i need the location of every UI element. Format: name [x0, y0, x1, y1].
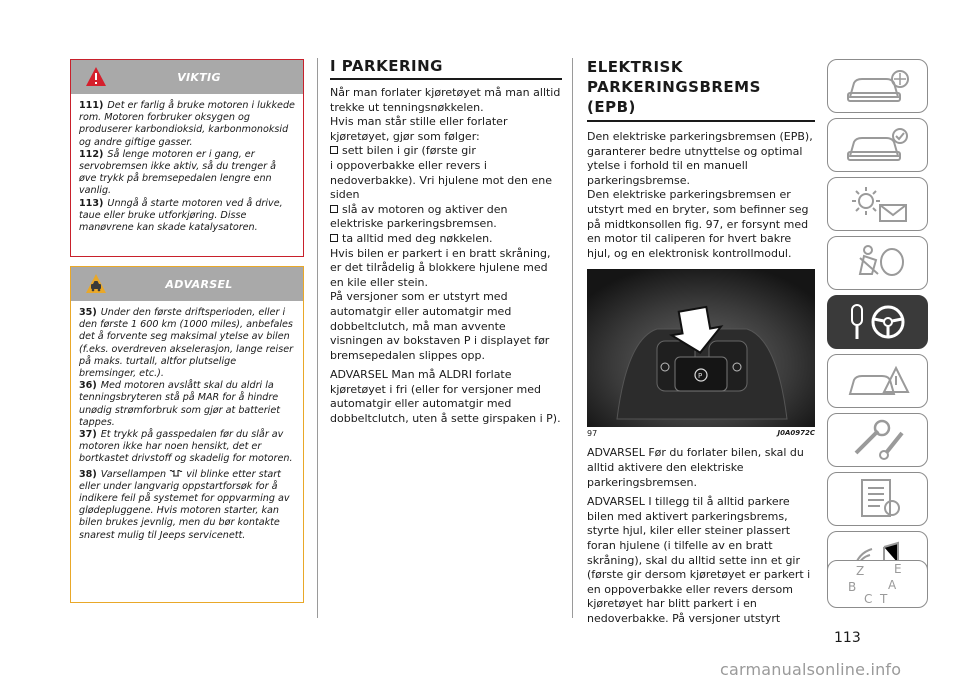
- column-divider: [317, 58, 318, 618]
- airbag-seatbelt-icon: [838, 240, 918, 286]
- parkering-heading: I PARKERING: [330, 57, 562, 80]
- figure-caption: [587, 429, 815, 438]
- index-letter: Z: [855, 564, 864, 578]
- viktig-item: 113) Unngå å starte motoren ved å drive, taue eller bruke utforkjøring. Disse manøvrene kan skade katalysatoren.: [79, 197, 283, 234]
- wrench-icon: [838, 417, 918, 463]
- key-steering-wheel-icon: [838, 299, 918, 345]
- paragraph: i oppoverbakke eller revers i nedoverbakke). Vri hjulene mot den ene siden: [330, 158, 553, 202]
- paragraph: Når man forlater kjøretøyet må man alltid trekke ut tenningsnøkkelen.: [330, 86, 561, 114]
- advarsel-body: [71, 301, 303, 548]
- alphabet-index-icon: [838, 561, 918, 607]
- advarsel-item: 35) Under den første driftsperioden, eller i den første 1 600 km (1000 miles), anbefales det å forvente seg maksimal ytelse av bilen (f.eks. overdreven akselerasjon, lange reiser på maks. turtall, altfor plutselige bremsinger, etc.).: [79, 307, 294, 380]
- sidebar-tab-emergency[interactable]: [827, 354, 928, 408]
- index-letter: C: [863, 592, 872, 606]
- viktig-body: [71, 94, 303, 240]
- advarsel-item: 37) Et trykk på gasspedalen før du slår av motoren ikke har noen hensikt, det er bortkastet drivstoff og skadelig for motoren.: [79, 429, 293, 465]
- advarsel-warning-box: [70, 266, 304, 603]
- paragraph: ADVARSEL I tillegg til å alltid parkere bilen med aktivert parkeringsbrems, styrte hjul, kiler eller steiner plassert foran hjulene (i tilfelle av en bratt skråning), skal du alltid sette inn et gir (første gir dersom kjøretøyet er parkert i en oppoverbakke eller revers dersom kjøretøyet har blitt parkert i en nedoverbakke. På versjoner utstyrt: [587, 495, 811, 625]
- paragraph: Hvis man står stille eller forlater kjøretøyet, gjør som følger:: [330, 115, 508, 143]
- bullet-item: sett bilen i gir (første gir: [330, 144, 562, 159]
- viktig-header: [71, 60, 303, 94]
- warning-triangle-icon: [85, 66, 107, 92]
- figure-number: 97: [587, 429, 598, 439]
- svg-text:P: P: [698, 372, 703, 381]
- square-bullet-icon: [330, 146, 338, 154]
- sidebar-tab-dashboard[interactable]: [827, 59, 928, 113]
- paragraph: Den elektriske parkeringsbremsen er utstyrt med en bryter, som befinner seg på midtkonsollen fig. 97, er forsynt med en motor til caliperen for hvert bakre hjul, og en elektronisk kontrollmodul.: [587, 188, 809, 260]
- paragraph: ADVARSEL Man må ALDRI forlate kjøretøyet i fri (eller for versjoner med automatgir eller automatgir med dobbeltclutch, uten å sette girspaken i P).: [330, 368, 561, 426]
- paragraph: elektriske parkeringsbremsen.: [330, 217, 497, 231]
- epb-section: [587, 57, 815, 626]
- viktig-item: 112) Så lenge motoren er i gang, er servobremsen ikke aktiv, så du trenger å øve trykk på bremsepedalen lengre enn vanlig.: [79, 148, 276, 197]
- paragraph: ADVARSEL Før du forlater bilen, skal du alltid aktivere den elektriske parkeringsbremsen.: [587, 446, 804, 489]
- square-bullet-icon: [330, 205, 338, 213]
- sidebar-tab-technical-data[interactable]: [827, 472, 928, 526]
- epb-heading: ELEKTRISK PARKERINGSBREMS (EPB): [587, 57, 815, 122]
- car-safety-icon: [838, 122, 918, 168]
- sidebar-tab-safety-car[interactable]: [827, 118, 928, 172]
- epb-text-2: [587, 446, 815, 626]
- index-letter: T: [879, 592, 887, 606]
- index-letter: A: [887, 578, 896, 592]
- page-number: 113: [834, 630, 861, 646]
- parkering-section: [330, 57, 562, 427]
- viktig-warning-box: [70, 59, 304, 257]
- glow-plug-icon: [169, 469, 183, 478]
- square-bullet-icon: [330, 234, 338, 242]
- car-warning-icon: [85, 273, 107, 299]
- watermark: carmanualsonline.info: [720, 660, 902, 679]
- paragraph: Den elektriske parkeringsbremsen (EPB), garanterer bedre utnyttelse og optimal ytelse i forhold til en manuell parkeringsbremse.: [587, 130, 813, 187]
- sidebar-tab-index[interactable]: [827, 560, 928, 608]
- figure-code: J0A0972C: [777, 429, 815, 438]
- warning-lights-icon: [838, 181, 918, 227]
- figure-97-photo: [587, 269, 815, 427]
- advarsel-item: 36) Med motoren avslått skal du aldri la tenningsbryteren stå på MAR for å hindre unødig strømforbruk som gjør at batteriet tappes.: [79, 380, 280, 428]
- sidebar-tab-lights-messages[interactable]: [827, 177, 928, 231]
- epb-text: [587, 130, 815, 261]
- index-letter: B: [847, 580, 856, 594]
- data-sheet-icon: [838, 476, 918, 522]
- advarsel-item: 38) Varsellampen vil blinke etter start eller under langvarig oppstartforsøk for å indikere feil på systemet for oppvarming av glødepluggene. Hvis motoren starter, kan bilen brukes jevnlig, men du bør kontakte snarest mulig til Jeeps servicenett.: [79, 468, 290, 541]
- sidebar-tab-safety[interactable]: [827, 236, 928, 290]
- bullet-item: slå av motoren og aktiver den: [330, 203, 562, 218]
- advarsel-title: ADVARSEL: [165, 277, 233, 291]
- paragraph: Hvis bilen er parkert i en bratt skråning, er det tilrådelig å blokkere hjulene med en kile eller stein.: [330, 246, 551, 289]
- paragraph: På versjoner som er utstyrt med automatgir eller automatgir med dobbeltclutch, må man avvente visningen av bokstaven P i displayet før bremsepedalen slippes opp.: [330, 290, 550, 362]
- column-divider: [572, 58, 573, 618]
- sidebar-tab-maintenance[interactable]: [827, 413, 928, 467]
- sidebar-tab-starting-driving[interactable]: [827, 295, 928, 349]
- bullet-item: ta alltid med deg nøkkelen.: [330, 232, 562, 247]
- emergency-car-icon: [838, 358, 918, 404]
- parkering-text: [330, 86, 562, 427]
- viktig-item: 111) Det er farlig å bruke motoren i lukkede rom. Motoren forbruker oksygen og produserer karbondioksid, karbonmonoksid og andre giftige gasser.: [79, 100, 295, 148]
- car-dashboard-icon: [838, 63, 918, 109]
- index-letter: E: [893, 562, 902, 576]
- advarsel-header: [71, 267, 303, 301]
- viktig-title: VIKTIG: [177, 70, 221, 84]
